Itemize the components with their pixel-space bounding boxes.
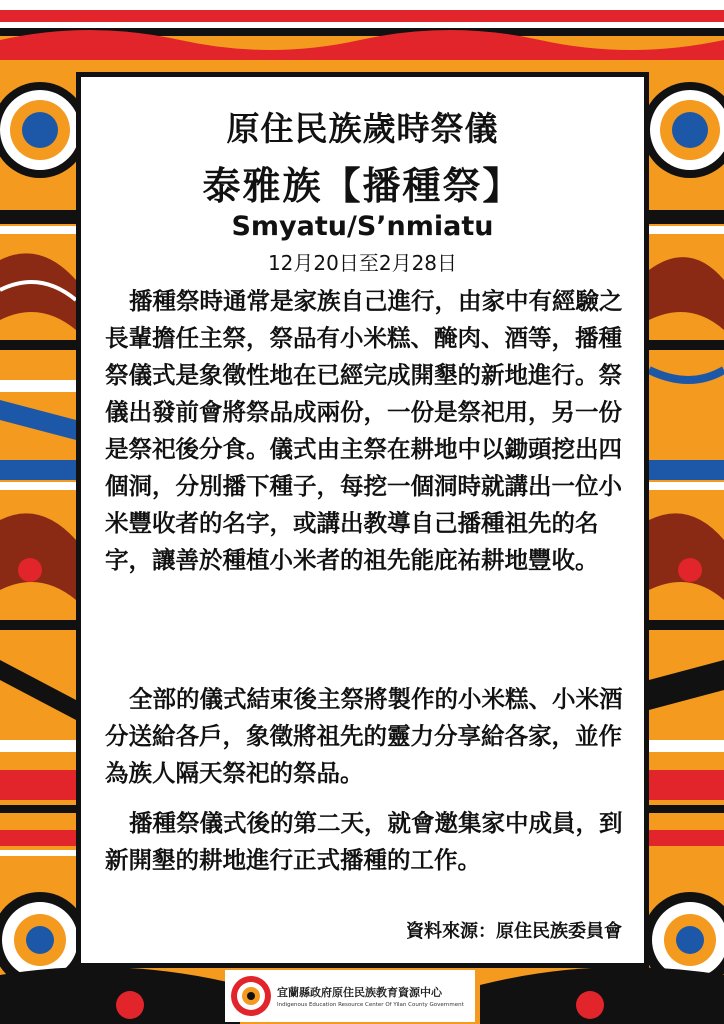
page-title: 泰雅族【播種祭】 [202,164,523,208]
organization-name: 宜蘭縣政府原住民族教育資源中心 [277,986,442,999]
organization-logo-icon [229,974,273,1018]
footer-banner [225,970,475,1022]
romanized-title: Smyatu/S’nmiatu [231,211,494,242]
date-range: 12月20日至2月28日 [267,251,458,275]
paragraph-1: 播種祭時通常是家族自己進行，由家中有經驗之長輩擔任主祭，祭品有小米糕、醃肉、酒等，播種祭儀式是象徵性地在已經完成開墾的新地進行。祭儀出發前會將祭品成兩份，一份是祭祀用，另一份是祭祀後分食。儀式由主祭在耕地中以鋤頭挖出四個洞，分別播下種子，每挖一個洞時就講出一位小米豐收者的名字，或講出教導自己播種祖先的名字，讓善於種植小米者的祖先能庇祐耕地豐收。 [105,287,623,574]
organization-english-name: Indigenous Education Resource Center Of Yilan County Government [277,1002,464,1008]
heading: 原住民族歲時祭儀 [226,109,499,148]
paragraph-3: 播種祭儀式後的第二天，就會邀集家中成員，到新開墾的耕地進行正式播種的工作。 [105,809,623,874]
paragraph-2: 全部的儀式結束後主祭將製作的小米糕、小米酒分送給各戶，象徵將祖先的靈力分享給各家，並作為族人隔天祭祀的祭品。 [105,685,623,787]
source-citation: 資料來源：原住民族委員會 [406,921,622,942]
content-card [76,72,649,968]
